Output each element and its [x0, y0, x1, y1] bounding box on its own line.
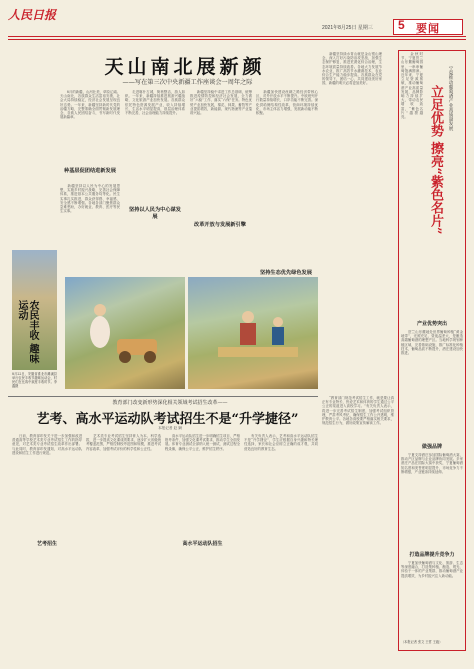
lead-headline: 天山南北展新颜	[104, 56, 266, 78]
lead-body-col2: 走进喀什古城，街巷整洁，游人如织。一年来，新疆持续推进旅游兴疆战略，文化旅游产业加快发展。各族群众依托特色资源发展产业，收入持续增长，生活水平明显提高，基层治理体系不断完善，社会治理能力持续提升。	[125, 90, 185, 116]
side-column-body-3: 宁夏支持酒庄参加国际葡萄酒大赛，推动产区品牌与企业品牌协同发展。多家酒庄产品在国际大赛中获奖，宁夏葡萄酒知名度和美誉度明显提升，市场竞争力不断增强，产业链条持续延伸。	[401, 453, 463, 474]
lead-body-col3: 新疆坚持稳中求进工作总基调，统筹推进疫情防控和经济社会发展，全力做好“六稳”工作、落实“六保”任务。特色优势产业加快发展，棉花、林果、畜牧等产业提质增效，新能源、现代物流等产业蓬勃兴起。	[190, 90, 252, 116]
side-column-title: 立足优势 擦亮“紫色名片”	[428, 85, 443, 235]
header-rule	[8, 36, 466, 37]
page-number: 5	[398, 18, 405, 32]
second-article-byline: 本报记者 赵 婀	[158, 426, 182, 430]
side-section-head-3: 打造品牌提升竞争力	[409, 552, 455, 558]
column-head-3	[190, 222, 250, 229]
column-head-4	[256, 270, 316, 277]
lead-subheadline: ——写在第三次中央新疆工作座谈会一周年之际	[122, 79, 253, 86]
side-column-body-2: 贺兰山东麓地处世界葡萄种植“黄金地带”，光照充足、昼夜温差大，是酿造高端葡萄酒的理想产区。当地科学规划种植区域，完善基础设施，推广标准化种植技术，葡萄品质不断提升，酒庄建设加快推进。	[401, 330, 463, 356]
sidebar-feature-title: 农民丰收 趣味运动	[16, 300, 38, 364]
newspaper-masthead: 人民日报	[8, 8, 57, 22]
lead-body-col6: “教育部门规范考试招生工作，就是要让真正有专业特长、热爱艺术和体育的学生通过公平公正的渠道进入高校学习。”有关负责人表示，将进一步完善考试招生制度，加强考试组织管理，严肃考风考纪，确保招生工作公开透明，维护教育公平。各地各高校要严格落实相关要求，规范招生行为，做好政策宣传解读工作。	[322, 396, 394, 426]
column-head-2-text: 坚持以人民为中心谋发展	[129, 207, 181, 220]
second-article-title: 艺考、高水平运动队考试招生不是“升学捷径”	[36, 412, 299, 427]
side-section-head-1: 产业优势突出	[416, 321, 447, 327]
side-column-border-right	[465, 50, 466, 650]
side-section-head-2: 做强品牌	[421, 444, 442, 450]
second-section-head-2: 高水平运动队招生	[182, 541, 223, 547]
column-head-4-text: 坚持生态优先绿色发展	[260, 270, 312, 276]
second-article-kicker: 教育部门改变新形势深化相关领域考试招生改革——	[112, 400, 228, 406]
section-divider	[8, 396, 318, 397]
second-body-col2: 艺术类专业考试招生坚持育人为本、科学选拔，进一步提高文化课成绩要求，逐步扩大省级统考覆盖范围，严格控制校考范围和规模，推进考试内容改革，加强考试评价的科学性和公正性。	[86, 434, 161, 451]
side-column-footer: （本报记者 张文 王哲 王毅）	[401, 640, 443, 644]
side-column-body-4: 宁夏加快葡萄酒与文化、旅游、生态等深度融合，打造集种植、酿造、观光、体验于一体的产业集群，推动葡萄酒产业提质增效，为乡村振兴注入新动能。	[401, 561, 463, 578]
second-body-col4: 有关负责人表示，艺考和高水平运动队招生不是“升学捷径”，学生应根据自身兴趣和特长理性选择，家长和社会应树立正确的成才观，共同营造良好的教育生态。	[244, 434, 318, 451]
side-column-kicker: 宁夏推动葡萄酒产业高质量发展	[448, 66, 453, 131]
lead-body-col4: 新疆加快建设丝绸之路经济带核心区，对外开放水平不断提升。中欧班列开行数量持续增长，口岸功能不断完善。深化供给侧结构性改革，营商环境持续优化，市场主体活力增强，发展新动能不断积聚。	[256, 90, 318, 116]
lead-body-col1: 8月的新疆，山河壮美，草原辽阔。天山南北，各族群众生活富裕安康，社会大局持续稳定，经济社会发展呈现良好态势。一年来，新疆坚持新时代党的治疆方略，完整准确全面贯彻新发展理念，各族人民团结奋斗，书写新时代发展新篇章。	[60, 90, 120, 120]
lead-photo-2-art	[188, 277, 318, 389]
side-column-border-left	[398, 50, 399, 650]
page-name: 要闻	[416, 23, 440, 35]
header-rule-thin	[8, 39, 466, 40]
lead-photo-1	[65, 277, 185, 389]
column-head-2	[128, 207, 182, 221]
second-body-col1: 日前，教育部印发关于进一步加强和改进普通高等学校艺术类专业考试招生工作的指导意见，对艺术类专业考试招生改革作出部署。与此同时，教育部印发通知，对高水平运动队建设和招生工作进行规范。	[12, 434, 82, 455]
date-line: 2021年8月25日 星期三	[322, 25, 373, 31]
second-section-head-1: 艺考招生	[36, 541, 57, 547]
column-head-3-text: 改革开放与发展新引擎	[194, 222, 246, 228]
side-column-body-1: 金秋时节，宁夏贺兰山东麓葡萄园里，一串串葡萄饱满圆润。近年来，宁夏立足资源禀赋，推动葡萄酒产业高质量发展，品牌影响力持续扩大，带动农民增收致富，“紫色名片”越擦越亮。	[401, 52, 423, 120]
lead-photo-2	[188, 277, 318, 389]
lead-body-col5: 新疆坚持绿水青山就是金山银山理念，深入打好污染防治攻坚战，加强生态保护修复，推进荒漠化综合治理，生态环境质量持续改善。各地大力发展节水农业，推广高效节水灌溉技术，农业综合生产能力稳步提高。各族群众在党的领导下，团结一心，共同建设美好家园，新疆的明天必将更加美好。	[322, 52, 382, 86]
lead-body-col1b: 新疆坚持以人民为中心的发展思想，实施乡村振兴战略，完善社会保障体系，推进基本公共服务均等化。民生实事扎实推进，群众获得感、幸福感、安全感不断增强。各地各部门聚焦群众急难愁盼，办好就业、教育、医疗等民生实事。	[60, 184, 120, 214]
side-column-border-top	[398, 50, 466, 51]
column-head-1-text: 种基层促团结进新发展	[64, 168, 116, 174]
second-body-col3: 高水平运动队招生进一步明确招生项目，严格报考条件，加强文化课考试要求，推动学生全面发展。体育专业测试全部纳入统一测试，测试过程全程录像，确保公平公正，维护招生秩序。	[165, 434, 240, 451]
column-head-1	[64, 168, 116, 175]
side-column-border-bottom	[398, 650, 466, 651]
lead-photo-1-art	[65, 277, 185, 389]
sidebar-feature-caption: 8月22日，安徽省淮北市濉溪县举行农民丰收节趣味运动会，村民们在比赛中欢度丰收时节。李 鑫摄	[12, 372, 57, 388]
